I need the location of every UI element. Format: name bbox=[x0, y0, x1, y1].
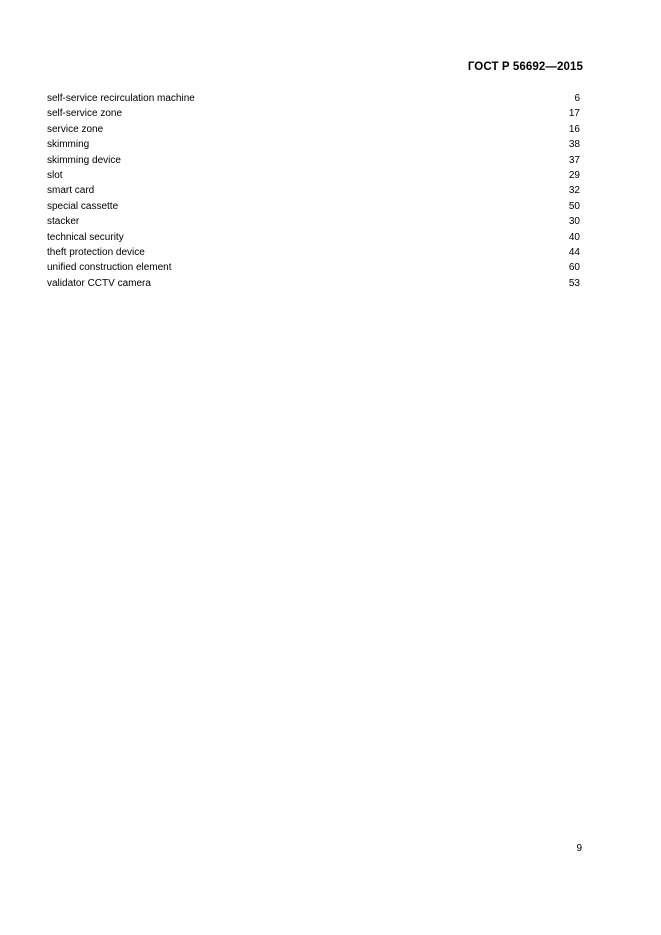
page-number: 9 bbox=[576, 843, 582, 854]
index-term: theft protection device bbox=[47, 246, 145, 258]
index-number: 17 bbox=[568, 108, 580, 120]
index-number: 44 bbox=[568, 246, 580, 258]
index-term: unified construction element bbox=[47, 262, 172, 274]
index-term: slot bbox=[47, 169, 63, 181]
index-entry bbox=[47, 260, 580, 275]
index-entry bbox=[47, 183, 580, 198]
index-term: validator CCTV camera bbox=[47, 277, 151, 289]
index-term: self-service zone bbox=[47, 108, 123, 120]
index-term: self-service recirculation machine bbox=[47, 93, 195, 104]
index-entry bbox=[47, 276, 580, 291]
index-number: 53 bbox=[568, 277, 580, 289]
index-term: skimming device bbox=[47, 154, 121, 166]
index-term: stacker bbox=[47, 216, 80, 228]
index-number: 40 bbox=[568, 231, 580, 243]
index-term: special cassette bbox=[47, 200, 119, 212]
standard-code-header: ГОСТ Р 56692—2015 bbox=[467, 61, 583, 73]
index-entry bbox=[47, 230, 580, 245]
term-index-list bbox=[47, 91, 580, 291]
index-term: smart card bbox=[47, 185, 95, 197]
index-entry bbox=[47, 91, 580, 106]
index-number: 50 bbox=[568, 200, 580, 212]
index-entry bbox=[47, 137, 580, 152]
index-term: service zone bbox=[47, 123, 104, 135]
index-term: skimming bbox=[47, 139, 90, 151]
index-entry bbox=[47, 245, 580, 260]
index-number: 38 bbox=[568, 139, 580, 151]
index-entry bbox=[47, 199, 580, 214]
index-number: 60 bbox=[568, 262, 580, 274]
index-number: 30 bbox=[568, 216, 580, 228]
index-number: 16 bbox=[568, 123, 580, 135]
index-number: 32 bbox=[568, 185, 580, 197]
index-entry bbox=[47, 168, 580, 183]
index-entry bbox=[47, 106, 580, 121]
index-number: 29 bbox=[568, 169, 580, 181]
index-entry bbox=[47, 214, 580, 229]
index-entry bbox=[47, 153, 580, 168]
index-number: 6 bbox=[574, 93, 580, 104]
index-number: 37 bbox=[568, 154, 580, 166]
index-entry bbox=[47, 122, 580, 137]
index-term: technical security bbox=[47, 231, 124, 243]
